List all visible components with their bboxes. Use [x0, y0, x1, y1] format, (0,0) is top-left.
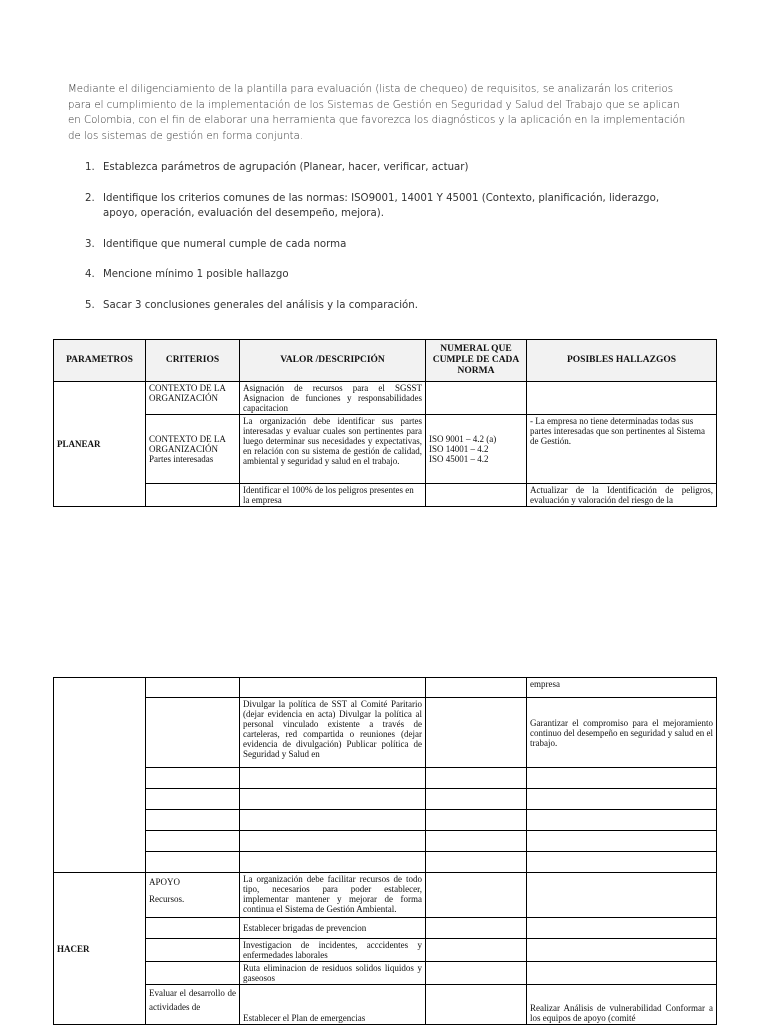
- table-row: [54, 484, 717, 507]
- header-valor-descripcion: VALOR /DESCRIPCIÓN: [240, 340, 426, 382]
- table-row: [54, 939, 717, 962]
- list-text: Sacar 3 conclusiones generales del análisis y la comparación.: [103, 299, 418, 311]
- criterio-cell: [146, 484, 240, 507]
- hallazgo-cell: Garantizar el compromiso para el mejoramiento continuo del desempeño en seguridad y salud en el trabajo.: [527, 698, 717, 768]
- list-number: 3.: [85, 238, 95, 250]
- descripcion-cell: [240, 810, 426, 831]
- descripcion-cell: [240, 768, 426, 789]
- list-text: Identifique que numeral cumple de cada norma: [103, 238, 347, 250]
- intro-paragraph: [68, 82, 688, 144]
- list-item: [85, 191, 685, 222]
- table-row: [54, 678, 717, 698]
- numeral-cell: [426, 852, 527, 873]
- criterio-cell: [146, 962, 240, 985]
- param-planear: PLANEAR: [54, 382, 146, 507]
- descripcion-cell: Investigacion de incidentes, acccidentes y enfermedades laborales: [240, 939, 426, 962]
- hallazgo-cell: empresa: [527, 678, 717, 698]
- descripcion-cell: La organización debe identificar sus partes interesadas y evaluar cuales son pertinentes para luego determinar sus necesidades y expectativas, en relación con su sistema de gestión de calidad, ambiental y seguridad y salud en el trabajo.: [240, 415, 426, 484]
- descripcion-cell: Asignación de recursos para el SGSST Asignacion de funciones y responsabilidades capacitacion: [240, 382, 426, 415]
- table-row: [54, 873, 717, 918]
- intro-text: Mediante el diligenciamiento de la plantilla para evaluación (lista de chequeo) de requisitos, se analizarán los criterios para el cumplimiento de la implementación de los Sistemas de Gestión en Seguridad y Salud del Trabajo que se aplican en Colombia, con el fin de elaborar una herramienta que favorezca los diagnósticos y la aplicación en la implementación de los sistemas de gestión en forma conjunta.: [68, 84, 686, 142]
- descripcion-cell: [240, 789, 426, 810]
- param-cell: [54, 678, 146, 873]
- hallazgo-cell: [527, 789, 717, 810]
- list-text: Mencione mínimo 1 posible hallazgo: [103, 269, 289, 280]
- header-posibles-hallazgos: POSIBLES HALLAZGOS: [527, 340, 717, 382]
- descripcion-cell: [240, 678, 426, 698]
- table-row: [54, 831, 717, 852]
- descripcion-cell: Establecer el Plan de emergencias: [240, 985, 426, 1025]
- table-row: [54, 810, 717, 831]
- numeral-cell: [426, 484, 527, 507]
- criterio-cell: [146, 939, 240, 962]
- list-item: [85, 160, 685, 176]
- header-parametros: PARAMETROS: [54, 340, 146, 382]
- numeral-iso9001: ISO 9001 – 4.2 (a): [429, 434, 497, 444]
- table-row: [54, 382, 717, 415]
- evaluation-table-page-2: [53, 677, 717, 1025]
- descripcion-cell: Ruta eliminacion de residuos solidos liquidos y gaseosos: [240, 962, 426, 985]
- table-row: [54, 962, 717, 985]
- list-item: [85, 298, 685, 314]
- criterio-cell: [146, 768, 240, 789]
- numeral-iso14001: ISO 14001 – 4.2: [429, 444, 489, 454]
- descripcion-cell: Identificar el 100% de los peligros presentes en la empresa: [240, 484, 426, 507]
- descripcion-cell: [240, 831, 426, 852]
- table-row: [54, 415, 717, 484]
- list-number: 4.: [85, 269, 95, 280]
- criterio-title: APOYO: [149, 877, 181, 887]
- hallazgo-cell: [527, 810, 717, 831]
- list-text: Identifique los criterios comunes de las normas: ISO9001, 14001 Y 45001 (Contexto, planificación, liderazgo, apoyo, operación, evaluación del desempeño, mejora).: [103, 192, 660, 219]
- header-criterios: CRITERIOS: [146, 340, 240, 382]
- table-row: [54, 985, 717, 1025]
- list-number: 2.: [85, 192, 95, 204]
- numeral-cell: [426, 789, 527, 810]
- criterio-cell: [146, 678, 240, 698]
- numeral-iso45001: ISO 45001 – 4.2: [429, 454, 489, 464]
- param-hacer: HACER: [54, 873, 146, 1025]
- hallazgo-cell: [527, 768, 717, 789]
- numeral-cell: [426, 415, 527, 484]
- table-row: [54, 852, 717, 873]
- numeral-cell: [426, 939, 527, 962]
- descripcion-cell: La organización debe facilitar recursos de todo tipo, necesarios para poder establecer, implementar mantener y mejorar de forma continua el Sistema de Gestión Ambiental.: [240, 873, 426, 918]
- criterio-cell: [146, 831, 240, 852]
- criterio-subtitle: Recursos.: [149, 894, 185, 904]
- criterio-cell: Evaluar el desarrollo de actividades de: [146, 985, 240, 1025]
- descripcion-cell: Divulgar la política de SST al Comité Paritario (dejar evidencia en acta) Divulgar la política al personal vinculado existente a través de carteleras, red compartida o reuniones (dejar evidencia de divulgación) Publicar política de Seguridad y Salud en: [240, 698, 426, 768]
- criterio-title: CONTEXTO DE LA ORGANIZACIÓN: [149, 434, 226, 454]
- numeral-cell: [426, 873, 527, 918]
- list-number: 1.: [85, 162, 95, 173]
- list-text: Establezca parámetros de agrupación (Planear, hacer, verificar, actuar): [103, 162, 469, 173]
- steps-list: [85, 160, 685, 328]
- hallazgo-cell: [527, 852, 717, 873]
- hallazgo-cell: Actualizar de la Identificación de peligros, evaluación y valoración del riesgo de la: [527, 484, 717, 507]
- criterio-cell: [146, 789, 240, 810]
- numeral-cell: [426, 831, 527, 852]
- criterio-cell: CONTEXTO DE LA ORGANIZACIÓN: [146, 382, 240, 415]
- list-number: 5.: [85, 299, 95, 311]
- numeral-cell: [426, 918, 527, 939]
- hallazgo-cell: - La empresa no tiene determinadas todas sus partes interesadas que son pertinentes al Sistema de Gestión.: [527, 415, 717, 484]
- criterio-cell: [146, 852, 240, 873]
- table-row: [54, 768, 717, 789]
- criterio-cell: [146, 873, 240, 918]
- hallazgo-cell: [527, 939, 717, 962]
- descripcion-cell: Establecer brigadas de prevencion: [240, 918, 426, 939]
- criterio-cell: [146, 918, 240, 939]
- hallazgo-cell: [527, 918, 717, 939]
- criterio-cell: [146, 415, 240, 484]
- hallazgo-cell: Realizar Análisis de vulnerabilidad Conformar a los equipos de apoyo (comité: [527, 985, 717, 1025]
- numeral-cell: [426, 382, 527, 415]
- hallazgo-cell: [527, 831, 717, 852]
- hallazgo-cell: [527, 382, 717, 415]
- list-item: [85, 267, 685, 283]
- criterio-cell: [146, 810, 240, 831]
- criterio-subtitle: Partes interesadas: [149, 454, 214, 464]
- list-item: [85, 237, 685, 253]
- numeral-cell: [426, 678, 527, 698]
- table-row: [54, 789, 717, 810]
- evaluation-table-page-1: [53, 339, 717, 507]
- header-numeral: NUMERAL QUE CUMPLE DE CADA NORMA: [426, 340, 527, 382]
- table-row: [54, 698, 717, 768]
- numeral-cell: [426, 810, 527, 831]
- numeral-cell: [426, 962, 527, 985]
- numeral-cell: [426, 768, 527, 789]
- descripcion-cell: [240, 852, 426, 873]
- hallazgo-cell: [527, 962, 717, 985]
- criterio-cell: [146, 698, 240, 768]
- numeral-cell: [426, 985, 527, 1025]
- table-row: [54, 918, 717, 939]
- numeral-cell: [426, 698, 527, 768]
- hallazgo-cell: [527, 873, 717, 918]
